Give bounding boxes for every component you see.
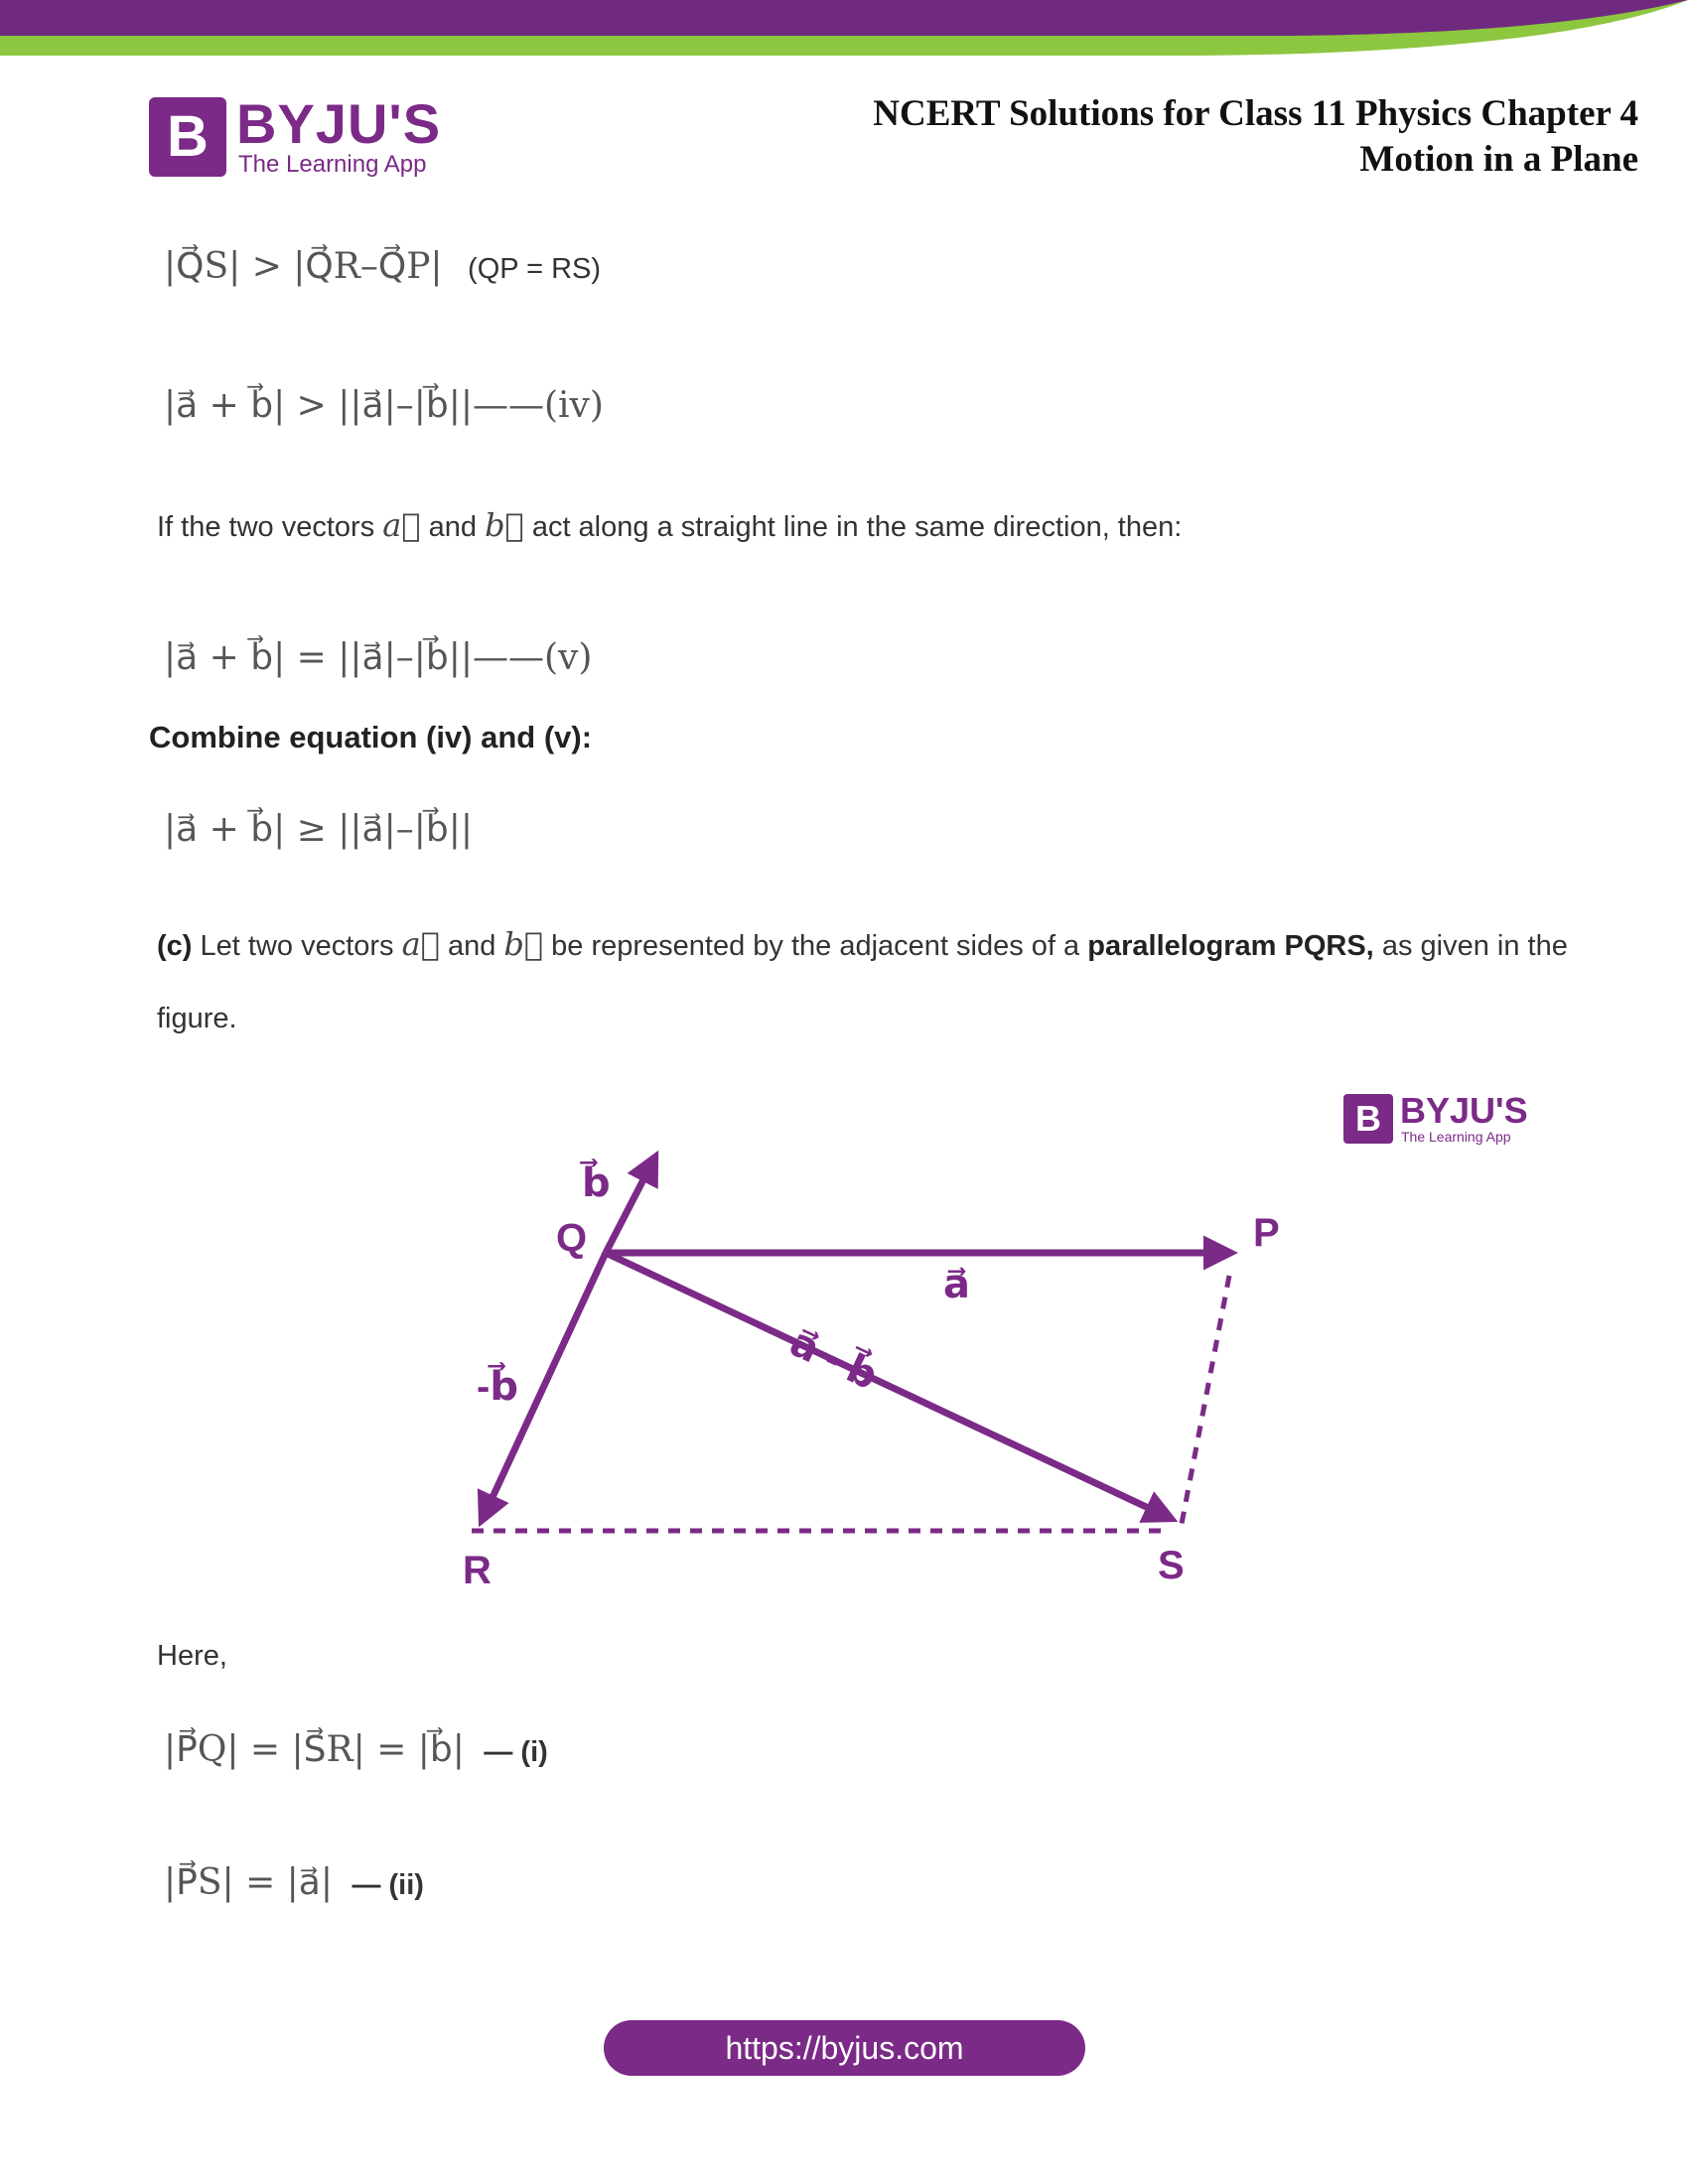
equation-ii-expr: |P⃗S| = |a⃗| — [164, 1862, 333, 1903]
para2-text-1: Let two vectors — [200, 930, 394, 962]
top-decorative-band — [0, 0, 1688, 69]
part-c-label: (c) — [157, 930, 193, 962]
figure-logo-wordmark: BYJU'S — [1400, 1090, 1528, 1131]
paragraph-c-line-2: figure. — [157, 1003, 237, 1034]
label-b: b⃗ — [582, 1161, 611, 1205]
vector-a-minus-b-arrow — [606, 1253, 1172, 1519]
equation-combined-expr: |a⃗ + b⃗| ≥ ||a⃗|–|b⃗|| — [164, 809, 473, 850]
point-r-label: R — [463, 1549, 492, 1592]
label-a-minus-b: a⃗ - b⃗ — [783, 1320, 885, 1399]
para2-text-2: be represented by the adjacent sides of a — [551, 930, 1080, 962]
label-neg-b: -b⃗ — [477, 1365, 518, 1409]
figure-logo-letter: B — [1355, 1098, 1381, 1139]
vector-b-symbol: b⃗ — [485, 506, 524, 544]
equation-i — [164, 1729, 548, 1770]
byjus-logo — [149, 92, 442, 183]
dashed-side-ps — [1182, 1276, 1229, 1524]
vector-b-arrow — [606, 1157, 655, 1253]
document-title — [745, 91, 1638, 183]
equation-1 — [164, 246, 601, 287]
vector-b-symbol: b⃗ — [503, 925, 544, 963]
paragraph-c — [157, 925, 1568, 963]
figure-logo-badge — [1343, 1094, 1393, 1144]
equation-1-expr: |Q⃗S| > |Q⃗R–Q⃗P| — [164, 246, 443, 287]
vector-a-symbol: a⃗ — [382, 506, 421, 544]
point-q-label: Q — [556, 1216, 588, 1260]
parallelogram-figure — [149, 1077, 1539, 1613]
equation-v-expr: |a⃗ + b⃗| = ||a⃗|–|b⃗||——(v) — [164, 637, 593, 678]
para2-and: and — [447, 930, 496, 962]
equation-i-tag: — (i) — [484, 1736, 548, 1768]
point-s-label: S — [1158, 1544, 1185, 1587]
logo-letter: B — [167, 104, 209, 169]
equation-ii — [164, 1862, 424, 1903]
logo-badge — [149, 97, 226, 177]
vector-diagram — [149, 1077, 1539, 1613]
vector-a-symbol: a⃗ — [401, 925, 440, 963]
parallelogram-label: parallelogram PQRS, — [1087, 930, 1374, 962]
para1-and: and — [428, 511, 477, 543]
equation-combined — [164, 809, 473, 850]
equation-i-expr: |P⃗Q| = |S⃗R| = |b⃗| — [164, 1729, 465, 1770]
figure-byjus-logo — [1343, 1090, 1542, 1150]
label-a: a⃗ — [943, 1263, 970, 1306]
equation-1-note: (QP = RS) — [468, 253, 602, 285]
figure-logo-tagline: The Learning App — [1401, 1129, 1511, 1145]
here-label: Here, — [157, 1640, 227, 1672]
paragraph-same-direction — [157, 506, 1182, 544]
equation-v — [164, 637, 592, 678]
footer-url-link[interactable]: https://byjus.com — [604, 2020, 1085, 2076]
para1-text-before: If the two vectors — [157, 511, 375, 543]
title-line-2: Motion in a Plane — [1359, 139, 1638, 180]
title-line-1: NCERT Solutions for Class 11 Physics Chapter 4 — [873, 93, 1638, 134]
logo-wordmark: BYJU'S — [236, 92, 442, 155]
para1-text-after: act along a straight line in the same direction, then: — [531, 511, 1183, 543]
equation-iv-expr: |a⃗ + b⃗| > ||a⃗|–|b⃗||——(iv) — [164, 385, 604, 426]
combine-heading: Combine equation (iv) and (v): — [149, 720, 593, 754]
para2-text-3: as given in the — [1381, 930, 1568, 962]
equation-iv — [164, 385, 604, 426]
equation-ii-tag: — (ii) — [352, 1869, 424, 1901]
logo-tagline: The Learning App — [238, 151, 427, 178]
point-p-label: P — [1253, 1211, 1280, 1255]
